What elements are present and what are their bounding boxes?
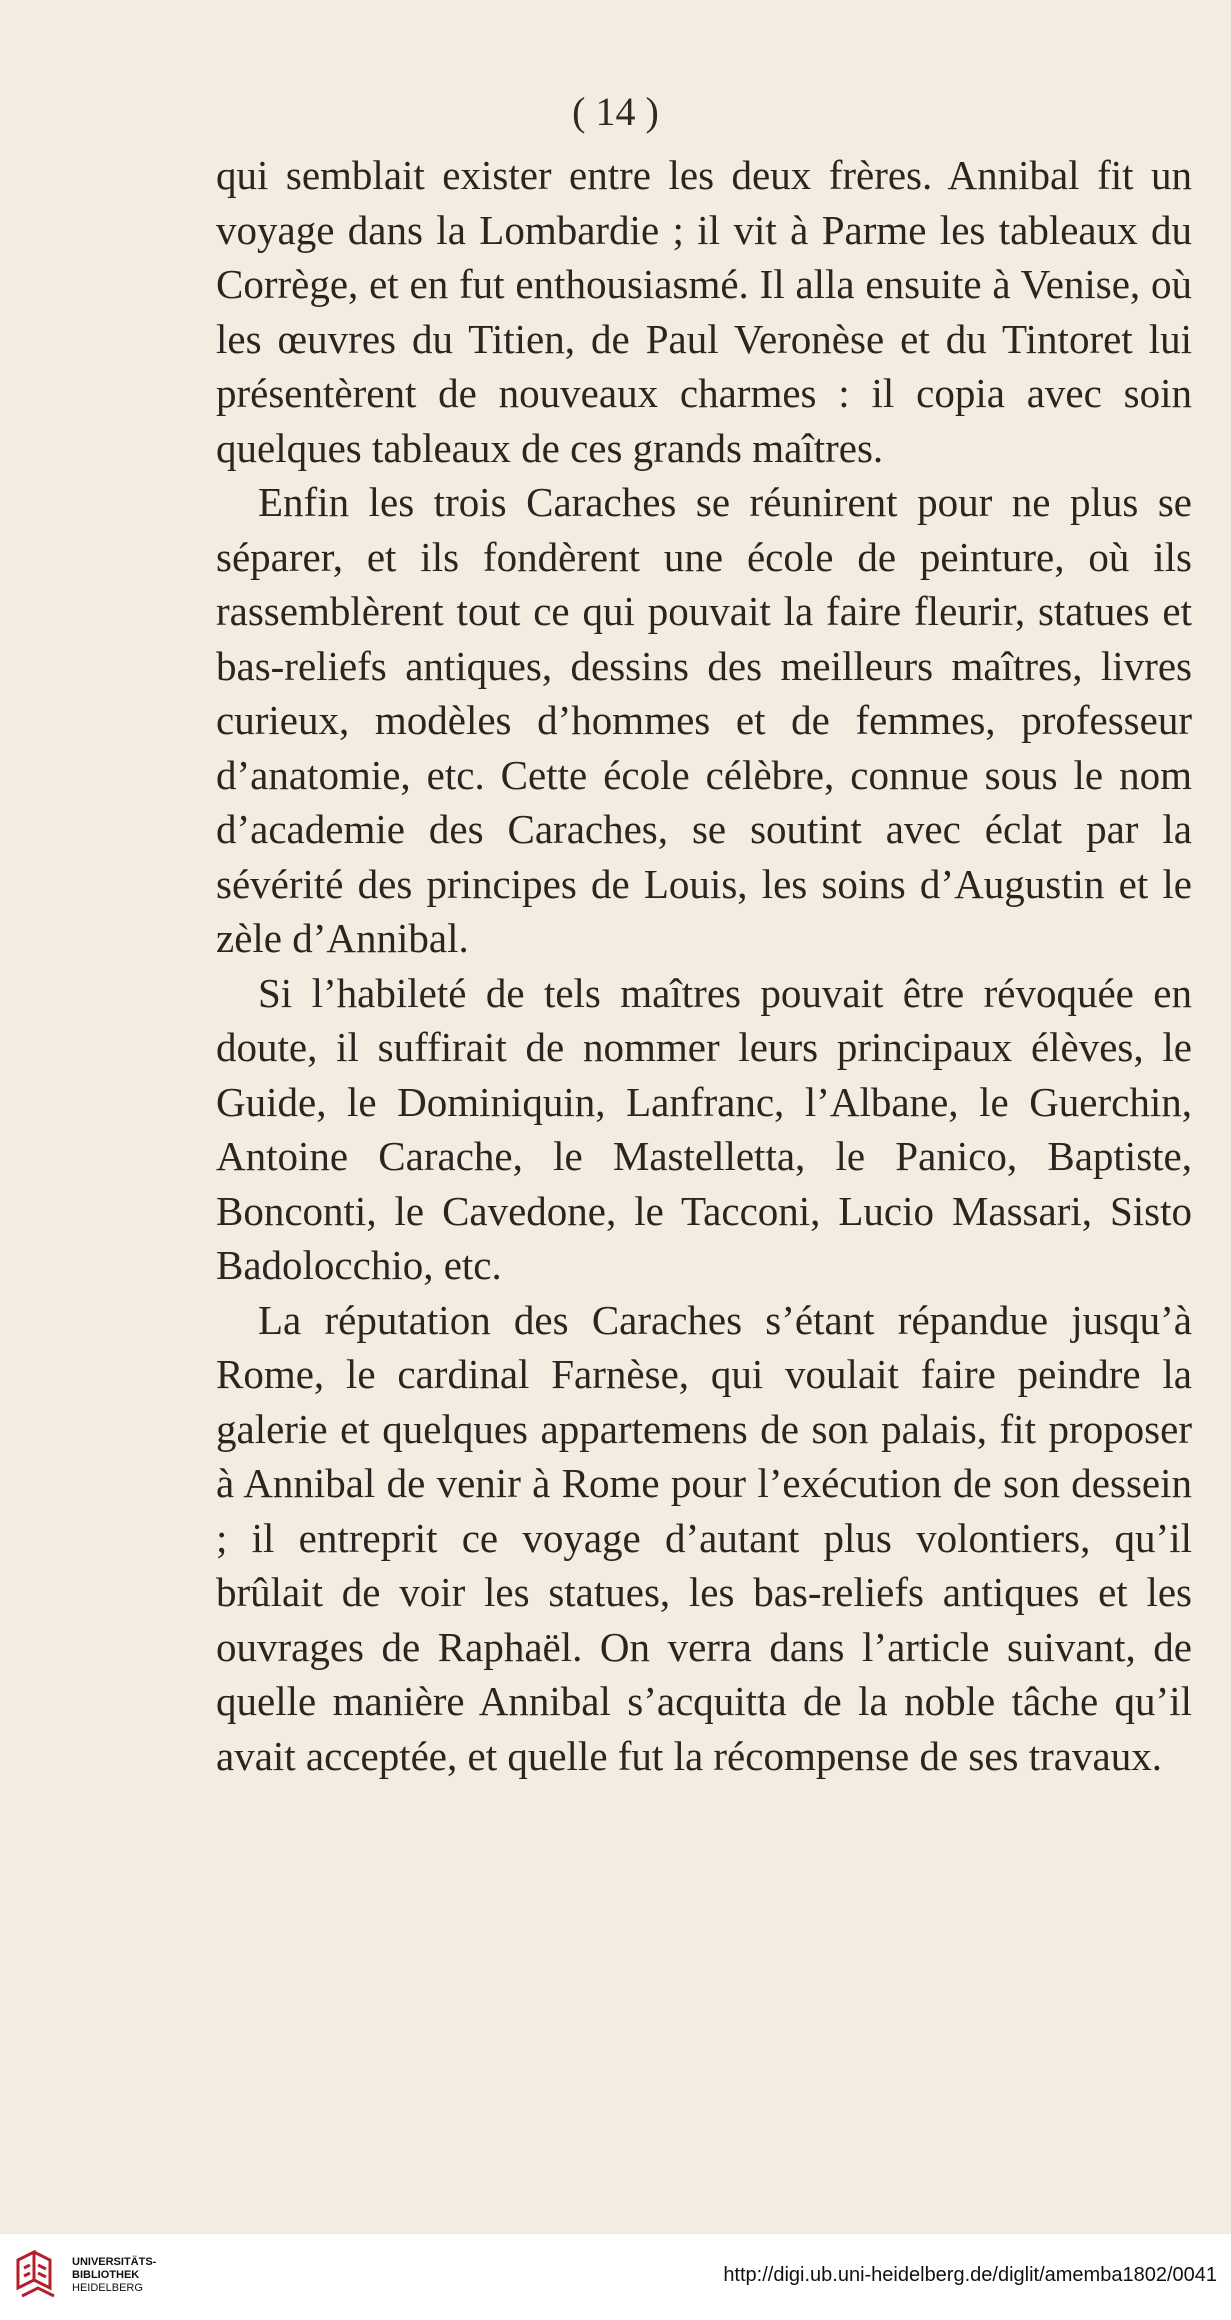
body-text <box>216 148 1192 1783</box>
university-library-logo-icon <box>12 2246 64 2306</box>
source-url[interactable]: http://digi.ub.uni-heidelberg.de/diglit/amemba1802/0041 <box>723 2264 1217 2286</box>
library-name-line-3: HEIDELBERG <box>72 2282 143 2294</box>
paragraph-1: qui semblait exister entre les deux frères. Annibal fit un voyage dans la Lombardie ; il vit à Parme les tableaux du Corrège, et en fut enthousiasmé. Il alla ensuite à Venise, où les œuvres du Titien, de Paul Veronèse et du Tintoret lui présentèrent de nouveaux charmes : il copia avec soin quelques tableaux de ces grands maîtres. <box>216 152 1192 471</box>
library-name-line-2: BIBLIOTHEK <box>72 2269 140 2281</box>
footer-bar <box>0 2233 1231 2320</box>
paragraph-4: La réputation des Caraches s’étant répandue jusqu’à Rome, le cardinal Farnèse, qui voulait faire peindre la galerie et quelques appartemens de son palais, fit proposer à Annibal de venir à Rome pour l’exécution de son dessein ; il entreprit ce voyage d’autant plus volontiers, qu’il brûlait de voir les statues, les bas-reliefs antiques et les ouvrages de Raphaël. On verra dans l’article suivant, de quelle manière Annibal s’acquitta de la noble tâche qu’il avait acceptée, et quelle fut la récompense de ses travaux. <box>216 1296 1192 1779</box>
library-name-line-1: UNIVERSITÄTS- <box>72 2256 157 2268</box>
paragraph-2: Enfin les trois Caraches se réunirent pour ne plus se séparer, et ils fondèrent une école de peinture, où ils rassemblèrent tout ce qui pouvait la faire fleurir, statues et bas-reliefs antiques, dessins des meilleurs maîtres, livres curieux, modèles d’hommes et de femmes, professeur d’anatomie, etc. Cette école célèbre, connue sous le nom d’academie des Caraches, se soutint avec éclat par la sévérité des principes de Louis, les soins d’Augustin et le zèle d’Annibal. <box>216 479 1192 961</box>
paragraph-3: Si l’habileté de tels maîtres pouvait être révoquée en doute, il suffirait de nommer leurs principaux élèves, le Guide, le Dominiquin, Lanfranc, l’Albane, le Guerchin, Antoine Carache, le Mastelletta, le Panico, Baptiste, Bonconti, le Cavedone, le Tacconi, Lucio Massari, Sisto Badolocchio, etc. <box>216 969 1192 1288</box>
library-name <box>72 2256 156 2295</box>
page-number: ( 14 ) <box>572 89 659 134</box>
